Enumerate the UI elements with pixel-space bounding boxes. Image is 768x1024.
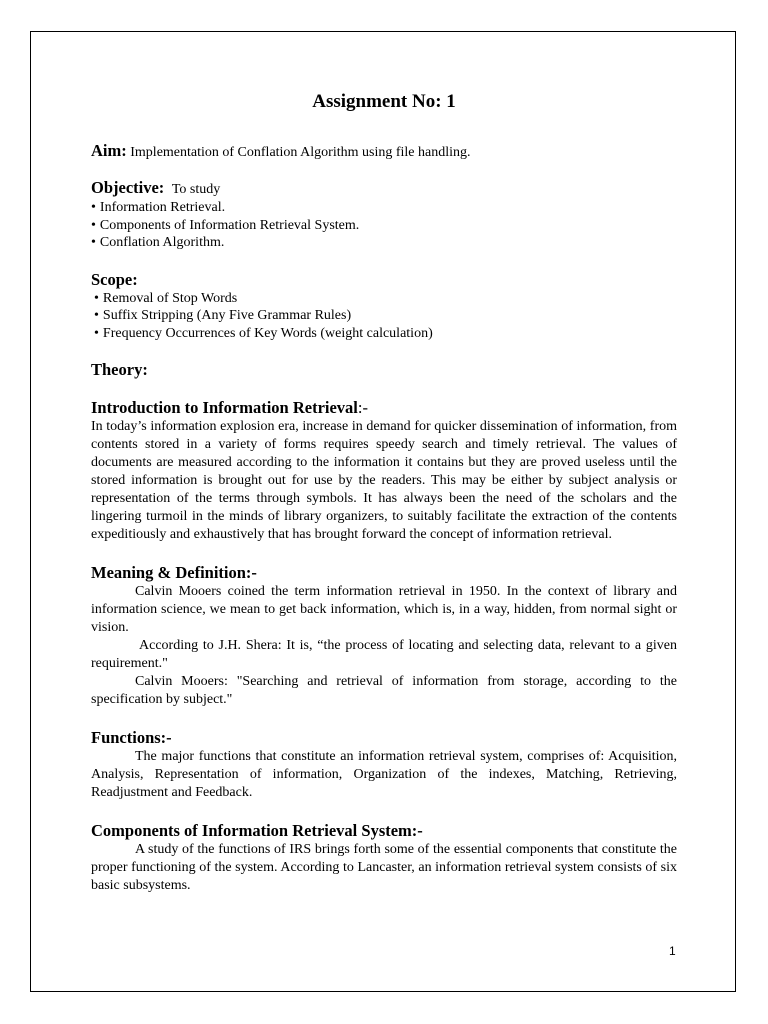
meaning-paragraph-3: Calvin Mooers: "Searching and retrieval of information from storage, according to the specification by subject." [91,674,677,707]
objective-label: Objective: [91,178,165,197]
scope-item: • Suffix Stripping (Any Five Grammar Rules) [91,307,677,325]
intro-heading-suffix: :- [357,398,368,417]
document-title: Assignment No: 1 [312,91,456,112]
intro-heading-text: Introduction to Information Retrieval [91,398,358,417]
objective-text: To study [171,182,221,197]
scope-item: • Frequency Occurrences of Key Words (weight calculation) [91,325,677,343]
objective-item: • Information Retrieval. [91,199,677,217]
meaning-paragraph-2: According to J.H. Shera: It is, “the process of locating and selecting data, relevant to a given requirement." [91,638,677,671]
scope-label: Scope: [91,269,138,289]
page-number: 1 [669,944,676,958]
theory-heading: Theory: [91,360,148,379]
intro-paragraph: In today’s information explosion era, increase in demand for quicker dissemination of information, from contents stored in a variety of forms requires speedy search and timely retrieval. The values of documents are measured according to the information it contains but they are proved useless until the stored information is brought out for use by the readers. This may be either by subject analysis or representation of the terms through symbols. It has always been the need of the scholars and the lingering turmoil in the minds of library organizers, to suitably facilitate the extraction of the contents expeditiously and exhaustively that has brought forward the concept of information retrieval. [91,419,677,542]
objective-item: • Conflation Algorithm. [91,234,677,252]
aim-section [91,141,677,162]
scope-list [91,290,677,343]
intro-heading [91,398,677,418]
objective-list [91,199,677,252]
components-heading: Components of Information Retrieval System:- [91,821,423,840]
aim-text: Implementation of Conflation Algorithm using file handling. [130,145,471,160]
meaning-paragraph-1: Calvin Mooers coined the term information retrieval in 1950. In the context of library and information science, we mean to get back information, which is, in a way, hidden, from normal sight or vision. [91,584,677,635]
objective-section [91,178,677,252]
aim-label: Aim: [91,141,127,160]
components-paragraph: A study of the functions of IRS brings forth some of the essential components that constitute the proper functioning of the system. According to Lancaster, an information retrieval system consists of six basic subsystems. [91,842,677,893]
scope-section [91,270,677,343]
document-body [91,90,677,895]
meaning-heading: Meaning & Definition:- [91,563,257,582]
objective-item: • Components of Information Retrieval System. [91,217,677,235]
functions-paragraph: The major functions that constitute an information retrieval system, comprises of: Acquisition, Analysis, Representation of information, Organization of the indexes, Matching, Retrieving, Readjustment and Feedback. [91,749,677,800]
functions-heading: Functions:- [91,728,172,747]
scope-item: • Removal of Stop Words [91,290,677,308]
